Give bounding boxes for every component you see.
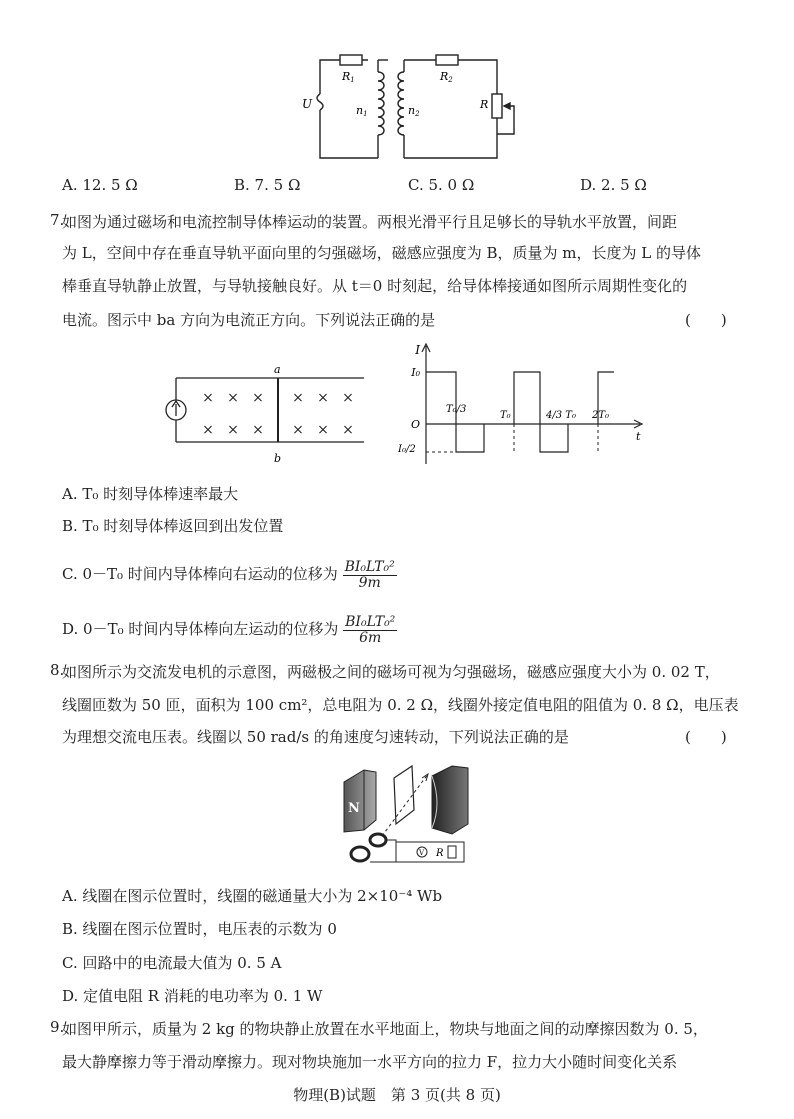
q6-option-c: C. 5. 0 Ω <box>408 176 475 194</box>
svg-text:×: × <box>342 422 354 438</box>
q7-option-d-fraction: $\frac{\text{BI₀LT₀²}}{6m}$ <box>345 614 396 646</box>
q8-line-1: 如图所示为交流发电机的示意图，两磁极之间的磁场可视为匀强磁场，磁感应强度大小为 0. 02 T， <box>62 663 720 681</box>
svg-text:×: × <box>317 390 329 406</box>
q7-option-c: C. 0－T₀ 时间内导体棒向右运动的位移为 $\frac{\text{BI₀LT₀²}}{9m}$ <box>62 559 395 591</box>
q8-line-2: 线圈匝数为 50 匝，面积为 100 cm²，总电阻为 0. 2 Ω，线圈外接定值电阻的阻值为 0. 8 Ω，电压表 <box>62 696 739 714</box>
current-time-graph <box>396 340 646 470</box>
transformer-circuit-figure <box>290 48 520 164</box>
q8-answer-bracket: ( ) <box>685 728 727 746</box>
svg-text:×: × <box>227 390 239 406</box>
q9-line-1: 如图甲所示，质量为 2 kg 的物块静止放置在水平地面上，物块与地面之间的动摩擦因数为 0. 5， <box>62 1020 708 1038</box>
label-N: N <box>348 801 360 816</box>
label-R2: R2 <box>440 70 453 84</box>
label-a: a <box>274 363 281 376</box>
q7-option-b: B. T₀ 时刻导体棒返回到出发位置 <box>62 517 284 535</box>
q8-number: 8. <box>50 661 65 679</box>
svg-text:×: × <box>202 422 214 438</box>
label-R: R <box>436 848 444 859</box>
q8-line-3: 为理想交流电压表。线圈以 50 rad/s 的角速度匀速转动，下列说法正确的是 <box>62 728 569 746</box>
q7-line-2: 为 L，空间中存在垂直导轨平面向里的匀强磁场，磁感应强度为 B，质量为 m，长度为 L 的导体 <box>62 244 702 262</box>
q7-line-1: 如图为通过磁场和电流控制导体棒运动的装置。两根光滑平行且足够长的导轨水平放置，间距 <box>62 213 678 231</box>
svg-text:×: × <box>202 390 214 406</box>
q9-number: 9. <box>50 1018 65 1036</box>
q6-option-a: A. 12. 5 Ω <box>62 176 138 194</box>
q7-line-4: 电流。图示中 ba 方向为电流正方向。下列说法正确的是 <box>62 311 436 329</box>
tick-label-I0-half: I₀/2 <box>398 444 416 455</box>
label-R1: R1 <box>342 70 355 84</box>
q7-line-3: 棒垂直导轨静止放置，与导轨接触良好。从 t＝0 时刻起，给导体棒接通如图所示周期性变化的 <box>62 277 688 295</box>
axis-label-t: t <box>636 430 641 443</box>
origin-label: O <box>410 418 420 431</box>
label-n2: n2 <box>408 104 420 118</box>
q7-option-c-fraction: $\frac{\text{BI₀LT₀²}}{9m}$ <box>344 559 395 591</box>
axis-label-I: I <box>415 343 420 357</box>
svg-text:×: × <box>292 390 304 406</box>
tick-label-four-thirds-T0: 4/3 T₀ <box>546 410 576 421</box>
tick-label-2T0: 2T₀ <box>592 410 610 421</box>
tick-label-I0: I₀ <box>411 366 420 379</box>
q6-option-b: B. 7. 5 Ω <box>234 176 301 194</box>
tick-label-T0-third: T₀/3 <box>446 404 467 415</box>
q7-option-d: D. 0－T₀ 时间内导体棒向左运动的位移为 $\frac{\text{BI₀LT₀²}}{6m}$ <box>62 614 396 646</box>
label-n1: n1 <box>356 104 368 118</box>
tick-label-T0: T₀ <box>500 410 511 421</box>
q7-number: 7. <box>50 211 65 229</box>
q7-option-a: A. T₀ 时刻导体棒速率最大 <box>62 485 239 503</box>
q9-line-2: 最大静摩擦力等于滑动摩擦力。现对物块施加一水平方向的拉力 F，拉力大小随时间变化关系 <box>62 1053 678 1071</box>
label-V: V <box>419 849 425 857</box>
rail-magnetic-field-figure <box>160 362 370 472</box>
ac-generator-figure <box>336 758 476 870</box>
q7-answer-bracket: ( ) <box>685 311 727 329</box>
svg-text:×: × <box>252 390 264 406</box>
label-U: U <box>302 97 313 111</box>
q8-option-c: C. 回路中的电流最大值为 0. 5 A <box>62 954 282 972</box>
svg-text:×: × <box>292 422 304 438</box>
q8-option-b: B. 线圈在图示位置时，电压表的示数为 0 <box>62 920 337 938</box>
svg-text:×: × <box>252 422 264 438</box>
svg-text:×: × <box>227 422 239 438</box>
svg-text:×: × <box>317 422 329 438</box>
q8-option-a: A. 线圈在图示位置时，线圈的磁通量大小为 2×10⁻⁴ Wb <box>62 887 443 905</box>
page-footer: 物理(B)试题 第 3 页(共 8 页) <box>293 1086 501 1104</box>
svg-text:×: × <box>342 390 354 406</box>
q6-option-d: D. 2. 5 Ω <box>580 176 647 194</box>
q8-option-d: D. 定值电阻 R 消耗的电功率为 0. 1 W <box>62 987 323 1005</box>
label-R: R <box>480 98 489 111</box>
label-b: b <box>274 452 282 465</box>
